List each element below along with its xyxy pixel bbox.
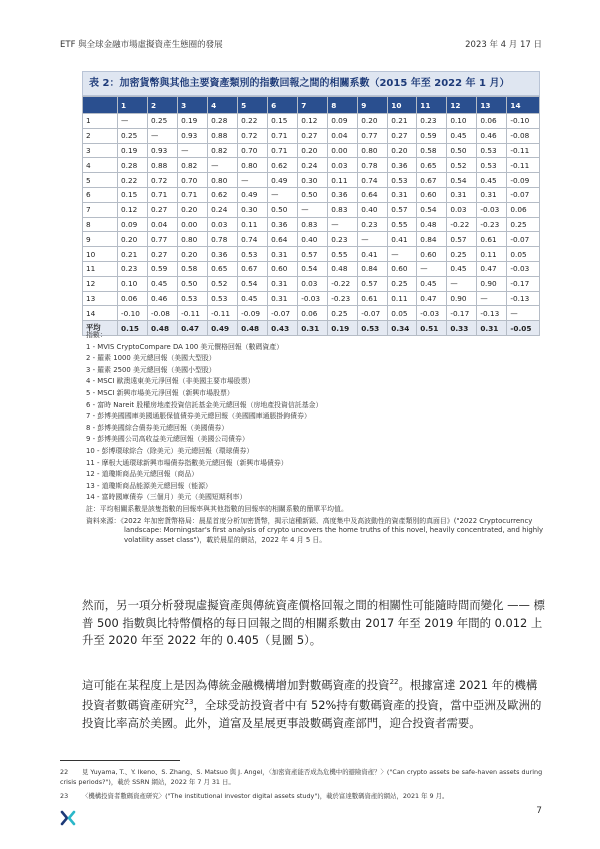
table-cell: 0.71 <box>268 143 298 158</box>
footnote-number: 22 <box>60 768 69 776</box>
table-row <box>83 128 540 143</box>
list-item: 4 - MSCI 歐澳遠東美元淨回報（非美國主要市場股票） <box>86 377 255 386</box>
row-label: 10 <box>83 247 118 262</box>
table-cell: 0.40 <box>298 232 328 247</box>
para2-part-c: ，全球受訪投資者中有 52%持有數碼資產的投資，當中亞洲及歐洲的投資比率高於美國。此外，道富及星展更事設數碼資產部門，迎合投資者需要。 <box>82 698 542 730</box>
table-cell: 0.78 <box>358 158 388 173</box>
table-cell: 0.05 <box>507 247 540 262</box>
table-cell: 0.71 <box>148 187 178 202</box>
correlation-table <box>82 96 540 336</box>
table-cell: 0.83 <box>298 217 328 232</box>
list-item: 11 - 摩根大通環球新興市場債券指數美元總回報（新興市場債券） <box>86 458 288 467</box>
table-cell: 0.53 <box>477 143 507 158</box>
table-cell: -0.08 <box>148 306 178 321</box>
table-cell: -0.11 <box>507 158 540 173</box>
table-cell: 0.22 <box>118 173 148 188</box>
page-header <box>60 38 542 50</box>
table-cell: — <box>118 114 148 129</box>
table-cell: 0.54 <box>238 276 268 291</box>
table-cell: 0.31 <box>447 187 477 202</box>
average-note: 註：平均相關系數是該隻指數的回報率與其他指數的回報率的相關系數的簡單平均值。 <box>86 504 348 513</box>
table-cell: 0.28 <box>208 114 238 129</box>
table-cell: 0.90 <box>477 276 507 291</box>
table-cell: 0.21 <box>388 114 417 129</box>
table-cell: — <box>328 217 358 232</box>
table-cell: 0.65 <box>417 158 447 173</box>
table-cell: -0.11 <box>178 306 208 321</box>
table-cell: 0.61 <box>358 291 388 306</box>
table-cell: 0.50 <box>178 276 208 291</box>
list-item: 14 - 富時國庫債券（三個月）美元（美國短期利率） <box>86 493 247 502</box>
table-notes <box>86 330 546 545</box>
footnote-22 <box>60 768 546 787</box>
column-header <box>83 97 118 114</box>
table-cell: 0.25 <box>118 128 148 143</box>
header-date: 2023 年 4 月 17 日 <box>465 40 542 50</box>
table-cell: 0.21 <box>118 247 148 262</box>
table-cell: 0.24 <box>298 158 328 173</box>
footnote-text: 〈機構投資者數碼資產研究〉("The institutional investor digital assets study")，載於富達數碼資產的網站，2021 年 9 月。 <box>82 792 449 800</box>
list-item: 7 - 彭博美國國庫美國通脹保值債券美元總回報（美國國庫通脹掛鉤債券） <box>86 412 311 421</box>
column-header: 4 <box>208 97 238 114</box>
table-cell: -0.05 <box>507 321 540 336</box>
table-cell: 0.58 <box>417 143 447 158</box>
table-cell: 0.27 <box>148 202 178 217</box>
table-cell: 0.31 <box>477 321 507 336</box>
column-header: 3 <box>178 97 208 114</box>
table-cell: 0.23 <box>358 217 388 232</box>
column-header: 8 <box>328 97 358 114</box>
table-cell: 0.45 <box>447 128 477 143</box>
table-row <box>83 261 540 276</box>
table-cell: — <box>268 187 298 202</box>
table-cell: 0.71 <box>268 128 298 143</box>
table-cell: 0.45 <box>238 291 268 306</box>
table-cell: 0.45 <box>447 261 477 276</box>
row-label: 3 <box>83 143 118 158</box>
table-row <box>83 187 540 202</box>
table-cell: 0.93 <box>178 128 208 143</box>
table-cell: 0.43 <box>268 321 298 336</box>
table-cell: 0.74 <box>238 232 268 247</box>
footnote-ref-23[interactable]: 23 <box>184 698 194 707</box>
row-label: 5 <box>83 173 118 188</box>
table-cell: 0.53 <box>358 321 388 336</box>
table-cell: 0.72 <box>148 173 178 188</box>
row-label: 11 <box>83 261 118 276</box>
table-cell: 0.19 <box>118 143 148 158</box>
table-cell: 0.52 <box>447 158 477 173</box>
table-cell: 0.31 <box>477 187 507 202</box>
table-cell: 0.57 <box>447 232 477 247</box>
table-cell: 0.46 <box>148 291 178 306</box>
table-header-row <box>83 97 540 114</box>
table-cell: -0.11 <box>507 143 540 158</box>
table-cell: 0.52 <box>208 276 238 291</box>
table-cell: 0.72 <box>238 128 268 143</box>
table-cell: 0.30 <box>238 202 268 217</box>
table-cell: 0.03 <box>298 276 328 291</box>
table-cell: 0.15 <box>118 187 148 202</box>
table-cell: 0.06 <box>507 202 540 217</box>
table-cell: 0.20 <box>118 232 148 247</box>
table-cell: 0.20 <box>388 143 417 158</box>
column-header: 13 <box>477 97 507 114</box>
table-cell: 0.51 <box>417 321 447 336</box>
table-cell: 0.12 <box>118 202 148 217</box>
row-label: 1 <box>83 114 118 129</box>
table-cell: — <box>298 202 328 217</box>
table-cell: -0.07 <box>507 187 540 202</box>
table-cell: — <box>358 232 388 247</box>
table-cell: 0.31 <box>268 276 298 291</box>
source-note: 資料來源：《2022 年加密貨幣格局：晨星首度分析加密貨幣，揭示這種新穎、高度集中及高波動性的資產類別的真面目》("2022 Cryptocurrency landscape: Morningstar's first analysis of crypto uncovers the home truths of this novel, heavily concentrated, and highly volatility asset class")，載於晨星的網站，2022 年 4 月 5 日。 <box>86 516 544 544</box>
table-cell: 0.57 <box>388 202 417 217</box>
table-cell: 0.48 <box>148 321 178 336</box>
table-cell: 0.15 <box>268 114 298 129</box>
table-cell: 0.15 <box>118 321 148 336</box>
list-item: 1 - MVIS CryptoCompare DA 100 美元價格回報（數碼資產） <box>86 342 284 351</box>
table-cell: 0.31 <box>268 247 298 262</box>
table-cell: 0.65 <box>208 261 238 276</box>
table-cell: -0.17 <box>447 306 477 321</box>
table-cell: 0.03 <box>447 202 477 217</box>
row-label: 14 <box>83 306 118 321</box>
table-cell: -0.07 <box>268 306 298 321</box>
table-cell: 0.82 <box>208 143 238 158</box>
table-cell: 0.23 <box>118 261 148 276</box>
table-cell: 0.04 <box>148 217 178 232</box>
table-cell: 0.74 <box>358 173 388 188</box>
table-cell: 0.59 <box>417 128 447 143</box>
table-cell: 0.84 <box>417 232 447 247</box>
table-cell: -0.03 <box>417 306 447 321</box>
table-cell: 0.28 <box>118 158 148 173</box>
table-cell: 0.80 <box>208 173 238 188</box>
table-row <box>83 232 540 247</box>
table-cell: 0.93 <box>148 143 178 158</box>
table-cell: 0.48 <box>238 321 268 336</box>
body-paragraph-2 <box>82 674 546 732</box>
table-cell: 0.50 <box>298 187 328 202</box>
table-cell: 0.64 <box>358 187 388 202</box>
table-cell: 0.62 <box>268 158 298 173</box>
table-cell: 0.36 <box>388 158 417 173</box>
table-cell: 0.60 <box>268 261 298 276</box>
table-cell: 0.49 <box>238 187 268 202</box>
list-item: 13 - 道瓊斯商品能源美元總回報（能源） <box>86 481 212 490</box>
table-cell: 0.25 <box>388 276 417 291</box>
table-cell: 0.34 <box>388 321 417 336</box>
table-cell: 0.82 <box>178 158 208 173</box>
table-cell: 0.36 <box>208 247 238 262</box>
column-header: 9 <box>358 97 388 114</box>
column-header: 7 <box>298 97 328 114</box>
table-cell: 0.36 <box>328 187 358 202</box>
table-cell: -0.23 <box>477 217 507 232</box>
table-cell: -0.07 <box>507 232 540 247</box>
row-label: 6 <box>83 187 118 202</box>
row-label: 8 <box>83 217 118 232</box>
table-cell: — <box>417 261 447 276</box>
para2-part-a: 這可能在某程度上是因為傳統金融機構增加對數碼資產的投資 <box>82 677 390 692</box>
table-cell: 0.54 <box>447 173 477 188</box>
table-cell: 0.09 <box>118 217 148 232</box>
footnote-divider <box>60 760 180 761</box>
table-cell: 0.09 <box>328 114 358 129</box>
table-cell: 0.23 <box>417 114 447 129</box>
table-cell: 0.83 <box>328 202 358 217</box>
table-cell: 0.27 <box>298 128 328 143</box>
list-item: 3 - 羅素 2500 美元總回報（美國小型股） <box>86 365 216 374</box>
table-row <box>83 306 540 321</box>
table-cell: 0.47 <box>178 321 208 336</box>
table-cell: 0.06 <box>118 291 148 306</box>
table-cell: 0.20 <box>358 114 388 129</box>
table-cell: 0.06 <box>477 114 507 129</box>
table-cell: 0.47 <box>477 261 507 276</box>
table-cell: 0.25 <box>148 114 178 129</box>
table-row <box>83 276 540 291</box>
table-cell: 0.27 <box>148 247 178 262</box>
footnote-23 <box>60 792 546 802</box>
table-cell: -0.23 <box>328 291 358 306</box>
table-title: 表 2：加密貨幣與其他主要資產類別的指數回報之間的相關系數（2015 年至 2022 年 1 月） <box>82 71 540 96</box>
table-cell: — <box>208 158 238 173</box>
table-cell: 0.90 <box>447 291 477 306</box>
table-cell: 0.71 <box>178 187 208 202</box>
footnote-ref-22[interactable]: 22 <box>389 678 399 686</box>
table-cell: 0.11 <box>238 217 268 232</box>
table-cell: 0.06 <box>298 306 328 321</box>
table-cell: 0.25 <box>447 247 477 262</box>
footnote-text: 見 Yuyama, T.、Y. Ikeno、S. Zhang、S. Matsuo 與 J. Angel，〈加密資產能否成為危機中的避險資產？〉("Can crypto assets be safe-haven assets during crisis periods?")，載於 SSRN 網站，2022 年 7 月 31 日。 <box>60 768 543 786</box>
table-cell: 0.05 <box>388 306 417 321</box>
table-row <box>83 291 540 306</box>
row-label: 平均 <box>83 321 118 336</box>
column-header: 5 <box>238 97 268 114</box>
column-header: 10 <box>388 97 417 114</box>
table-cell: 0.48 <box>417 217 447 232</box>
table-cell: -0.22 <box>447 217 477 232</box>
table-row <box>83 202 540 217</box>
table-row <box>83 143 540 158</box>
list-item: 9 - 彭博美國公司高收益美元總回報（美國公司債券） <box>86 435 249 444</box>
table-cell: 0.49 <box>208 321 238 336</box>
body-paragraph-1: 然而，另一項分析發現虛擬資產與傳統資產價格回報之間的相關性可能隨時間而變化 —— 標普 500 指數與比特幣價格的每日回報之間的相關系數由 2017 年至 2019 年間的 0.012 上升至 2020 年至 2022 年的 0.405（見圖 5）。 <box>82 598 545 648</box>
table-row <box>83 247 540 262</box>
table-cell: 0.50 <box>268 202 298 217</box>
table-cell: 0.03 <box>328 158 358 173</box>
table-cell: -0.13 <box>507 291 540 306</box>
table-row <box>83 217 540 232</box>
table-cell: 0.47 <box>417 291 447 306</box>
table-cell: -0.10 <box>507 114 540 129</box>
header-title: ETF 與全球金融市場虛擬資產生態圈的發展 <box>60 40 223 50</box>
table-cell: 0.57 <box>358 276 388 291</box>
table-cell: 0.70 <box>178 173 208 188</box>
para2-part-b: 。根據富達 2021 年的機構投資者數碼資產研究 <box>82 677 538 713</box>
table-cell: 0.88 <box>148 158 178 173</box>
table-cell: 0.50 <box>447 143 477 158</box>
list-item: 8 - 彭博美國綜合債券美元總回報（美國債券） <box>86 423 229 432</box>
table-cell: 0.49 <box>268 173 298 188</box>
table-cell: 0.62 <box>208 187 238 202</box>
table-cell: 0.59 <box>148 261 178 276</box>
table-cell: 0.80 <box>238 158 268 173</box>
index-list <box>86 342 546 504</box>
table-cell: 0.25 <box>328 306 358 321</box>
table-cell: 0.55 <box>388 217 417 232</box>
table-cell: -0.22 <box>328 276 358 291</box>
table-cell: 0.04 <box>328 128 358 143</box>
column-header: 11 <box>417 97 447 114</box>
table-cell: 0.10 <box>447 114 477 129</box>
table-cell: 0.11 <box>388 291 417 306</box>
table-cell: 0.20 <box>178 247 208 262</box>
table-cell: — <box>178 143 208 158</box>
table-cell: 0.22 <box>238 114 268 129</box>
table-cell: 0.41 <box>358 247 388 262</box>
table-cell: 0.36 <box>268 217 298 232</box>
table-cell: 0.80 <box>178 232 208 247</box>
table-cell: 0.12 <box>298 114 328 129</box>
table-cell: 0.64 <box>268 232 298 247</box>
column-header: 2 <box>148 97 178 114</box>
table-cell: 0.27 <box>388 128 417 143</box>
table-cell: 0.60 <box>417 247 447 262</box>
table-cell: 0.60 <box>388 261 417 276</box>
table-cell: -0.08 <box>507 128 540 143</box>
table-cell: 0.60 <box>417 187 447 202</box>
table-row <box>83 173 540 188</box>
table-cell: — <box>477 291 507 306</box>
table-cell: 0.10 <box>118 276 148 291</box>
table-cell: 0.80 <box>358 143 388 158</box>
table-cell: — <box>238 173 268 188</box>
table-cell: 0.54 <box>298 261 328 276</box>
table-cell: -0.10 <box>118 306 148 321</box>
table-cell: 0.53 <box>208 291 238 306</box>
table-row <box>83 158 540 173</box>
table-cell: -0.09 <box>238 306 268 321</box>
table-cell: 0.84 <box>358 261 388 276</box>
table-cell: 0.77 <box>148 232 178 247</box>
table-cell: 0.67 <box>417 173 447 188</box>
table-cell: -0.13 <box>477 306 507 321</box>
table-cell: 0.70 <box>238 143 268 158</box>
table-cell: 0.00 <box>328 143 358 158</box>
list-item: 6 - 富時 Nareit 股權房地產投資信託基金美元總回報（房地產投資信託基金） <box>86 400 323 409</box>
list-item: 5 - MSCI 新興市場美元淨回報（新興市場股票） <box>86 388 234 397</box>
row-label: 7 <box>83 202 118 217</box>
table-cell: 0.57 <box>298 247 328 262</box>
table-cell: 0.45 <box>148 276 178 291</box>
table-cell: 0.53 <box>388 173 417 188</box>
table-cell: 0.23 <box>328 232 358 247</box>
table-cell: -0.03 <box>507 261 540 276</box>
table-cell: 0.88 <box>208 128 238 143</box>
table-cell: 0.78 <box>208 232 238 247</box>
table-cell: -0.11 <box>208 306 238 321</box>
table-cell: -0.07 <box>358 306 388 321</box>
table-cell: 0.48 <box>328 261 358 276</box>
table-cell: 0.31 <box>298 321 328 336</box>
table-cell: — <box>388 247 417 262</box>
table-cell: 0.03 <box>208 217 238 232</box>
table-cell: 0.46 <box>477 128 507 143</box>
row-label: 4 <box>83 158 118 173</box>
column-header: 14 <box>507 97 540 114</box>
table-row <box>83 114 540 129</box>
list-item: 2 - 羅素 1000 美元總回報（美國大型股） <box>86 354 216 363</box>
table-cell: 0.58 <box>178 261 208 276</box>
table-cell: 0.19 <box>178 114 208 129</box>
table-cell: 0.40 <box>358 202 388 217</box>
notes-heading: 指數： <box>86 331 107 339</box>
table-cell: 0.31 <box>388 187 417 202</box>
list-item: 10 - 彭博環球綜合（除美元）美元總回報（環球債券） <box>86 446 254 455</box>
table-cell: 0.31 <box>268 291 298 306</box>
table-cell: 0.53 <box>238 247 268 262</box>
list-item: 12 - 道瓊斯商品美元總回報（商品） <box>86 470 199 479</box>
footnote-number: 23 <box>60 792 69 800</box>
table-cell: 0.33 <box>447 321 477 336</box>
table-cell: 0.45 <box>477 173 507 188</box>
table-cell: -0.03 <box>298 291 328 306</box>
table-cell: -0.09 <box>507 173 540 188</box>
table-cell: -0.03 <box>477 202 507 217</box>
column-header: 1 <box>118 97 148 114</box>
row-label: 9 <box>83 232 118 247</box>
table-cell: — <box>148 128 178 143</box>
table-cell: 0.25 <box>507 217 540 232</box>
table-cell: 0.53 <box>178 291 208 306</box>
table-cell: 0.11 <box>328 173 358 188</box>
table-cell: 0.19 <box>328 321 358 336</box>
table-cell: 0.61 <box>477 232 507 247</box>
table-cell: 0.30 <box>298 173 328 188</box>
table-cell: 0.67 <box>238 261 268 276</box>
correlation-table-block <box>82 71 540 336</box>
table-cell: 0.11 <box>477 247 507 262</box>
hkex-x-logo-icon <box>60 810 76 826</box>
column-header: 12 <box>447 97 477 114</box>
row-label: 12 <box>83 276 118 291</box>
table-cell: -0.17 <box>507 276 540 291</box>
table-cell: 0.45 <box>417 276 447 291</box>
column-header: 6 <box>268 97 298 114</box>
table-cell: 0.20 <box>298 143 328 158</box>
table-cell: 0.00 <box>178 217 208 232</box>
table-cell: 0.53 <box>477 158 507 173</box>
table-cell: 0.24 <box>208 202 238 217</box>
table-cell: 0.54 <box>417 202 447 217</box>
row-label: 2 <box>83 128 118 143</box>
table-cell: 0.55 <box>328 247 358 262</box>
table-cell: 0.41 <box>388 232 417 247</box>
table-cell: — <box>447 276 477 291</box>
page-number: 7 <box>536 806 542 816</box>
table-cell: 0.20 <box>178 202 208 217</box>
table-cell: 0.77 <box>358 128 388 143</box>
table-cell: — <box>507 306 540 321</box>
row-label: 13 <box>83 291 118 306</box>
